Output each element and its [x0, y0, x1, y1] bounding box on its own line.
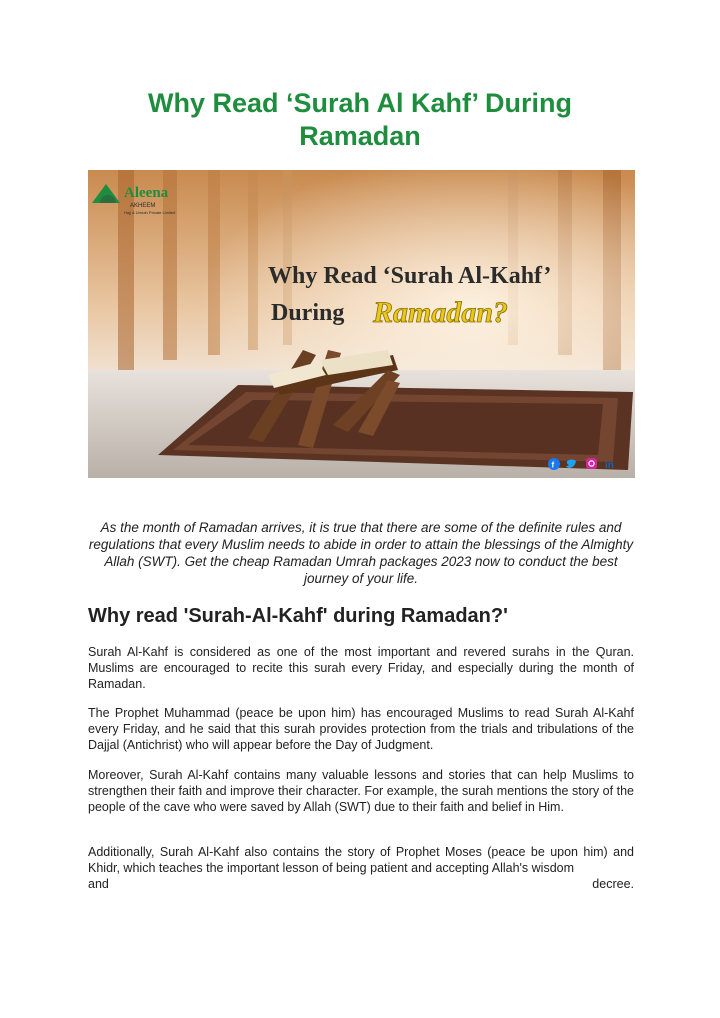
logo-tagline: Hajj & Umrah Private Limited [124, 210, 176, 215]
last-line-right: decree. [592, 877, 634, 891]
paragraph-1: Surah Al-Kahf is considered as one of the most important and revered surahs in the Quran. Muslims are encouraged to recite this surah every Friday, and especially during the month of Ramadan. [88, 645, 634, 691]
linkedin-icon: in [605, 460, 614, 471]
section-heading: Why read 'Surah-Al-Kahf' during Ramadan?' [88, 605, 508, 627]
last-line-left: and [88, 877, 109, 891]
hero-headline-line1: Why Read ‘Surah Al-Kahf’ [268, 263, 552, 289]
paragraph-4-body: Additionally, Surah Al-Kahf also contains the story of Prophet Moses (peace be upon him) and Khidr, which teaches the important lesson of being patient and accepting Allah's wisdom [88, 845, 634, 875]
logo-subtext: AKHEEM [130, 203, 156, 209]
paragraph-4-last-line [88, 876, 634, 892]
hero-headline-highlight: Ramadan? [373, 296, 509, 329]
page-title: Why Read ‘Surah Al Kahf’ During Ramadan [147, 88, 573, 151]
instagram-icon [586, 458, 597, 469]
paragraph-2: The Prophet Muhammad (peace be upon him) has encouraged Muslims to read Surah Al-Kahf every Friday, and he said that this surah provides protection from the trials and tribulations of the Dajjal (Antichrist) who will appear before the Day of Judgment. [88, 706, 634, 752]
hero-image [88, 170, 635, 478]
svg-text:f: f [551, 460, 555, 470]
logo-text: Aleena [124, 185, 169, 201]
paragraph-3: Moreover, Surah Al-Kahf contains many valuable lessons and stories that can help Muslims to strengthen their faith and improve their character. For example, the surah mentions the story of the people of the cave who were saved by Allah (SWT) due to their faith and belief in Him. [88, 768, 634, 814]
intro-text: As the month of Ramadan arrives, it is true that there are some of the definite rules and regulations that every Muslim needs to abide in order to attain the blessings of the Almighty Allah (SWT). Get the cheap Ramadan Umrah packages 2023 now to conduct the best journey of your life. [88, 520, 634, 586]
paragraph-4 [88, 844, 634, 892]
hero-headline-line2: During [271, 300, 345, 326]
